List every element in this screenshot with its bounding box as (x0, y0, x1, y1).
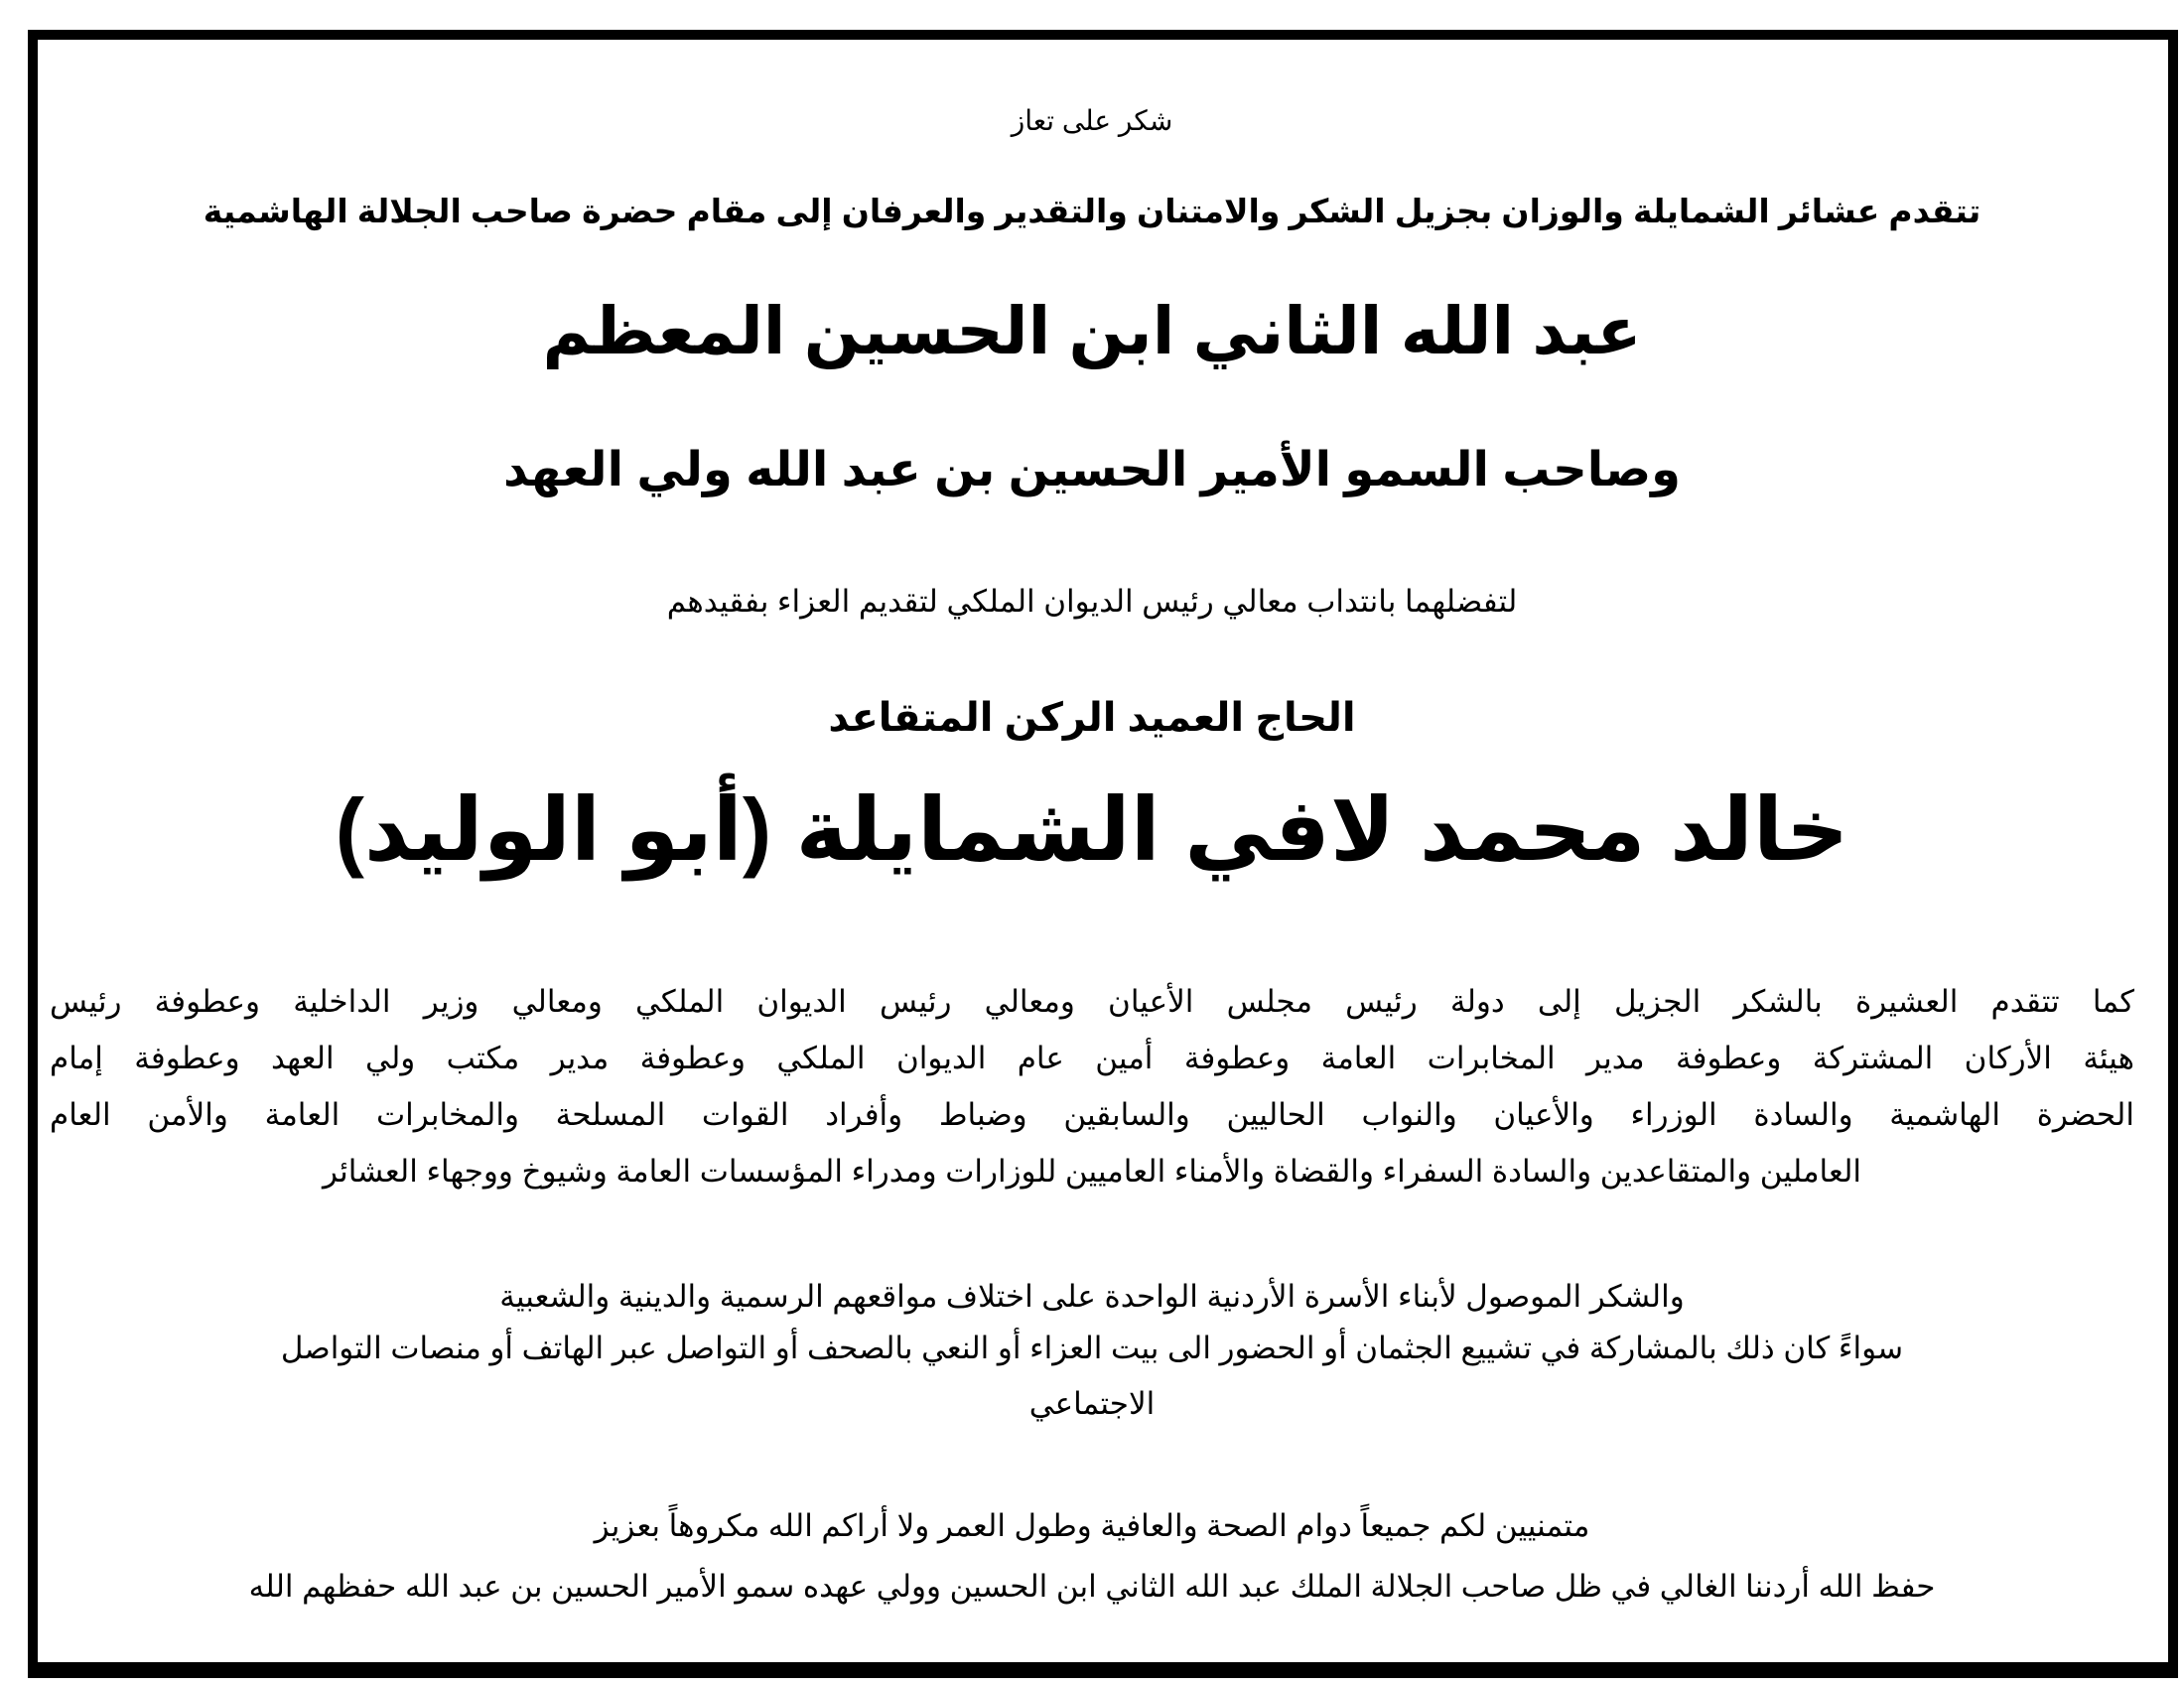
thanks-line: كما تتقدم العشيرة بالشكر الجزيل إلى دولة رئيس مجلس الأعيان ومعالي رئيس الديوان الملكي ومعالي وزير الداخلية وعطوفة رئيس (50, 984, 2134, 1019)
public-thanks-line: الاجتماعي (1028, 1386, 1156, 1421)
closing-line: حفظ الله أردننا الغالي في ظل صاحب الجلالة الملك عبد الله الثاني ابن الحسين وولي عهده سمو الأمير الحسين بن عبد الله حفظهم الله (248, 1569, 1936, 1604)
thanks-line: هيئة الأركان المشتركة وعطوفة مدير المخابرات العامة وعطوفة أمين عام الديوان الملكي وعطوفة مدير مكتب ولي العهد وعطوفة إمام (50, 1041, 2134, 1075)
reason-line: لتفضلهما بانتداب معالي رئيس الديوان الملكي لتقديم العزاء بفقيدهم (666, 584, 1518, 619)
thanks-line: العاملين والمتقاعدين والسادة السفراء والقضاة والأمناء العاميين للوزارات ومدراء المؤسسات العامة وشيوخ ووجهاء العشائر (322, 1154, 1862, 1189)
deceased-title: الحاج العميد الركن المتقاعد (828, 696, 1356, 740)
closing-line: متمنيين لكم جميعاً دوام الصحة والعافية وطول العمر ولا أراكم الله مكروهاً بعزيز (594, 1508, 1590, 1543)
notice-header: شكر على تعاز (1011, 105, 1173, 136)
deceased-name: خالد محمد لافي الشمايلة (أبو الوليد) (335, 780, 1849, 879)
thanks-paragraph (50, 973, 2134, 1199)
crown-prince-name: وصاحب السمو الأمير الحسين بن عبد الله ولي العهد (503, 444, 1681, 496)
public-thanks-line: والشكر الموصول لأبناء الأسرة الأردنية الواحدة على اختلاف مواقعهم الرسمية والدينية والشعبية (499, 1279, 1685, 1314)
thanks-line: الحضرة الهاشمية والسادة الوزراء والأعيان والنواب الحاليين والسابقين وضباط وأفراد القوات المسلحة والمخابرات العامة والأمن العام (50, 1097, 2134, 1132)
intro-line: تتقدم عشائر الشمايلة والوزان بجزيل الشكر والامتنان والتقدير والعرفان إلى مقام حضرة صاحب الجلالة الهاشمية (203, 193, 1981, 229)
public-thanks-line: سواءً كان ذلك بالمشاركة في تشييع الجثمان أو الحضور الى بيت العزاء أو النعي بالصحف أو التواصل عبر الهاتف أو منصات التواصل (280, 1331, 1904, 1365)
king-name: عبد الله الثاني ابن الحسين المعظم (542, 294, 1642, 367)
